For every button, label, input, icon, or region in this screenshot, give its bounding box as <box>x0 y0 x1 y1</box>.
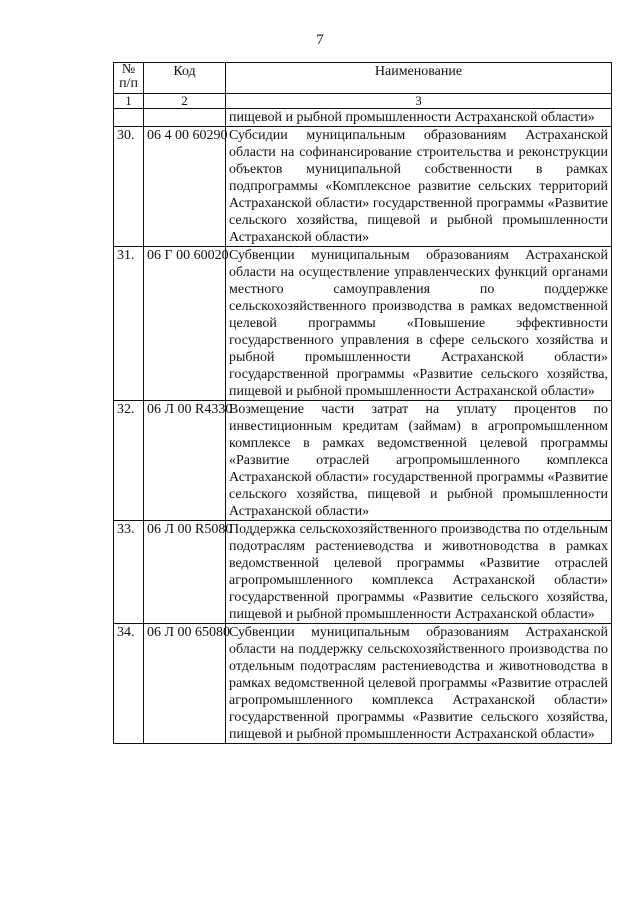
row-name: Поддержка сельскохозяйственного производства по отдельным подотраслям растениеводства и животноводства в рамках ведомственной целевой программы «Развитие отраслей агропромышленного комплекса Астраханской области» государственной программы «Развитие сельского хозяйства, пищевой и рыбной промышленности Астраханской области» <box>226 521 612 624</box>
row-code <box>144 109 226 127</box>
table-row <box>114 624 612 744</box>
row-number: 30. <box>114 127 144 247</box>
column-index: 3 <box>226 94 612 109</box>
row-code: 06 Л 00 R5080 <box>144 521 226 624</box>
column-index: 2 <box>144 94 226 109</box>
row-code: 06 Г 00 60020 <box>144 247 226 401</box>
header-name: Наименование <box>226 63 612 94</box>
page-number: 7 <box>316 32 324 48</box>
header-code: Код <box>144 63 226 94</box>
table-row <box>114 401 612 521</box>
row-name: Субсидии муниципальным образованиям Астраханской области на софинансирование строительства и реконструкции объектов муниципальной собственности в рамках подпрограммы «Комплексное развитие сельских территорий Астраханской области» государственной программы «Развитие сельского хозяйства, пищевой и рыбной промышленности Астраханской области» <box>226 127 612 247</box>
row-number: 31. <box>114 247 144 401</box>
row-number: 34. <box>114 624 144 744</box>
column-index: 1 <box>114 94 144 109</box>
table-header-row <box>114 63 612 94</box>
row-code: 06 Л 00 R4330 <box>144 401 226 521</box>
header-num: № п/п <box>114 63 144 94</box>
row-name: Возмещение части затрат на уплату процентов по инвестиционным кредитам (займам) в агропромышленном комплексе в рамках ведомственной целевой программы «Развитие отраслей агропромышленного комплекса Астраханской области» государственной программы «Развитие сельского хозяйства, пищевой и рыбной промышленности Астраханской области» <box>226 401 612 521</box>
row-number: 33. <box>114 521 144 624</box>
row-name: Субвенции муниципальным образованиям Астраханской области на осуществление управленческих функций органами местного самоуправления по поддержке сельскохозяйственного производства в рамках ведомственной целевой программы «Повышение эффективности государственного управления в сфере сельского хозяйства и рыбной промышленности Астраханской области» государственной программы «Развитие сельского хозяйства, пищевой и рыбной промышленности Астраханской области» <box>226 247 612 401</box>
table-row <box>114 109 612 127</box>
column-index-row <box>114 94 612 109</box>
table-row <box>114 521 612 624</box>
row-name: пищевой и рыбной промышленности Астраханской области» <box>226 109 612 127</box>
row-code: 06 4 00 60290 <box>144 127 226 247</box>
document-table <box>113 62 612 744</box>
row-code: 06 Л 00 65080 <box>144 624 226 744</box>
row-name: Субвенции муниципальным образованиям Астраханской области на поддержку сельскохозяйственного производства по отдельным подотраслям растениеводства и животноводства в рамках ведомственной целевой программы «Развитие отраслей агропромышленного комплекса Астраханской области» государственной программы «Развитие сельского хозяйства, пищевой и рыбной промышленности Астраханской области» <box>226 624 612 744</box>
table-row <box>114 127 612 247</box>
row-number: 32. <box>114 401 144 521</box>
row-number <box>114 109 144 127</box>
table-row <box>114 247 612 401</box>
